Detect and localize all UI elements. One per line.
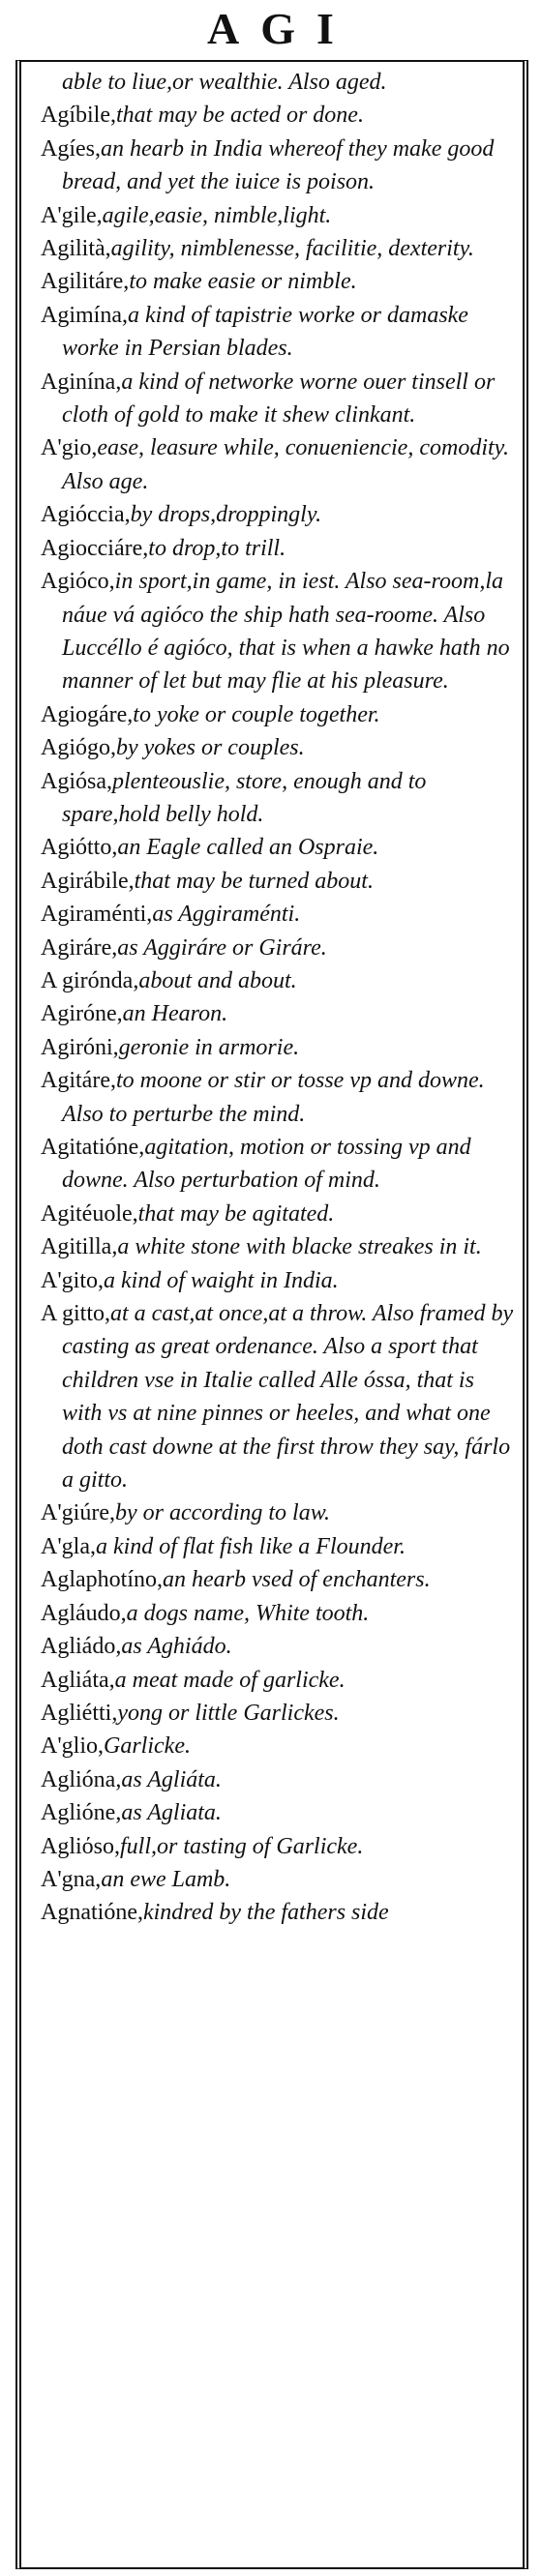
entry-headword: Agiraménti, <box>41 902 153 928</box>
entry-headword: Agliádo, <box>41 1634 122 1660</box>
entry-definition: an Eagle called an Ospraie. <box>117 835 379 861</box>
entry-definition: to yoke or couple together. <box>133 701 380 727</box>
entry-definition: as Aghiádo. <box>121 1634 232 1660</box>
entry-definition: an ewe Lamb. <box>101 1866 231 1892</box>
dictionary-entry <box>41 1064 515 1131</box>
entry-definition: yong or little Garlickes. <box>117 1700 340 1726</box>
dictionary-entry <box>41 1264 515 1297</box>
dictionary-entry <box>41 1563 515 1596</box>
entry-definition: a kind of tapistrie worke or damaske worke in Persian blades. <box>62 302 468 362</box>
dictionary-entry <box>41 997 515 1030</box>
entry-definition: a kind of flat fish like a Flounder. <box>95 1533 406 1559</box>
entry-definition: an hearb vsed of enchanters. <box>163 1567 431 1593</box>
entry-headword: A gitto, <box>41 1301 111 1327</box>
entry-headword: A'glio, <box>41 1733 104 1760</box>
entry-headword: Agiráre, <box>41 934 118 961</box>
entry-definition: agility, nimblenesse, facilitie, dexterity. <box>110 236 474 262</box>
entry-headword: Agitáre, <box>41 1068 116 1094</box>
dictionary-entry <box>41 765 515 832</box>
entry-definition: an hearb in India whereof they make good bread, and yet the iuice is poison. <box>62 135 495 195</box>
dictionary-entry <box>41 1830 515 1863</box>
dictionary-entry <box>41 1131 515 1198</box>
entry-definition: to make easie or nimble. <box>129 269 357 295</box>
dictionary-entry <box>41 498 515 531</box>
entry-headword: Agióccia, <box>41 502 131 528</box>
dictionary-entry <box>41 1697 515 1730</box>
page-header: AGI <box>207 4 355 53</box>
dictionary-entry <box>41 565 515 698</box>
dictionary-entry <box>41 133 515 199</box>
entry-definition: as Aggiráre or Giráre. <box>117 934 327 961</box>
entry-definition: to drop,to trill. <box>148 535 286 561</box>
entry-headword: Agliόso, <box>41 1833 121 1859</box>
dictionary-entry <box>41 1198 515 1230</box>
entry-definition: about and about. <box>138 967 297 993</box>
entry-headword: Agilità, <box>41 236 111 262</box>
entry-headword: Aginína, <box>41 369 122 395</box>
dictionary-entry <box>41 1796 515 1829</box>
entry-headword: Agitilla, <box>41 1234 118 1260</box>
entry-headword: A'gna, <box>41 1866 102 1892</box>
entry-headword: Agiótto, <box>41 835 118 861</box>
dictionary-entry <box>41 932 515 964</box>
entry-definition: at a cast,at once,at a throw. Also framed by casting as great ordenance. Also a sport that children vse in Italie called Alle óssa, that is with vs at nine pinnes or heeles, and what one doth cast downe at the first throw they say, fárlo a gitto. <box>62 1301 514 1494</box>
dictionary-entry <box>41 1630 515 1663</box>
entry-headword: Aglióna, <box>41 1766 122 1792</box>
dictionary-entry <box>41 964 515 997</box>
entry-definition: a meat made of garlicke. <box>114 1667 346 1693</box>
entry-definition: geronie in armorie. <box>118 1034 300 1060</box>
entry-headword: Agitatióne, <box>41 1135 145 1160</box>
dictionary-entry <box>41 366 515 432</box>
dictionary-column <box>15 60 528 2569</box>
entry-headword: A'gio, <box>41 435 98 461</box>
dictionary-entry <box>41 265 515 298</box>
entry-definition: ease, leasure while, conueniencie, comodity. Also age. <box>62 435 509 494</box>
entry-definition: as Agliata. <box>121 1800 222 1826</box>
entry-headword: Agiósa, <box>41 768 112 794</box>
dictionary-entry <box>41 431 515 498</box>
dictionary-entry <box>41 1496 515 1529</box>
entry-headword: A'gla, <box>41 1533 96 1559</box>
dictionary-entry <box>41 1530 515 1563</box>
entry-headword: Agiógo, <box>41 735 116 761</box>
entry-headword: A'gito, <box>41 1267 104 1293</box>
dictionary-entry <box>41 232 515 265</box>
entry-headword: Agláudo, <box>41 1600 127 1626</box>
entry-definition: by yokes or couples. <box>116 735 305 761</box>
entry-definition: as Aggiraménti. <box>152 902 301 928</box>
dictionary-entry <box>41 1896 515 1929</box>
dictionary-entry <box>41 1730 515 1762</box>
entry-definition: agile,easie, nimble,light. <box>102 202 332 228</box>
entry-headword: Agiogáre, <box>41 701 134 727</box>
entry-headword: Agnatióne, <box>41 1900 143 1926</box>
dictionary-entry <box>41 1597 515 1630</box>
entry-definition: a white stone with blacke streakes in it. <box>117 1234 482 1260</box>
entry-definition: that may be turned about. <box>134 868 374 894</box>
dictionary-entry <box>41 1863 515 1896</box>
entry-definition: by or according to law. <box>114 1500 330 1526</box>
entry-definition: kindred by the fathers side <box>142 1900 389 1926</box>
entry-definition: full,or tasting of Garlicke. <box>120 1833 364 1859</box>
entry-headword: Aglaphotíno, <box>41 1567 163 1593</box>
entry-definition: an Hearon. <box>122 1001 228 1027</box>
dictionary-entry <box>41 99 515 132</box>
dictionary-entry <box>41 898 515 931</box>
dictionary-entry <box>41 199 515 232</box>
dictionary-entry <box>41 698 515 731</box>
entry-headword: A girónda, <box>41 967 139 993</box>
entry-headword: Agíbile, <box>41 103 116 129</box>
entry-definition: Garlicke. <box>104 1733 191 1760</box>
entry-headword: Agirábile, <box>41 868 135 894</box>
entry-headword: Agliétti, <box>41 1700 118 1726</box>
entry-headword: Aglióne, <box>41 1800 122 1826</box>
entry-headword: Agíes, <box>41 135 101 162</box>
dictionary-entry <box>41 299 515 366</box>
entry-definition: that may be acted or done. <box>116 103 364 129</box>
dictionary-entry <box>41 731 515 764</box>
dictionary-entry <box>41 831 515 864</box>
entry-definition: a kind of waight in India. <box>104 1267 339 1293</box>
entry-headword: Agiróni, <box>41 1034 119 1060</box>
entry-headword: Agilitáre, <box>41 269 130 295</box>
dictionary-entry <box>41 1297 515 1496</box>
dictionary-entry <box>41 1230 515 1263</box>
entry-definition: in sport,in game, in iest. Also sea-room,la náue vá agióco the ship hath sea-roome. Also Luccéllo é agióco, that is when a hawke hath no manner of let but may flie at his pleasure. <box>62 569 510 695</box>
entry-headword: A'giúre, <box>41 1500 115 1526</box>
entry-headword: Agiróne, <box>41 1001 123 1027</box>
entry-definition: by drops,droppingly. <box>130 502 322 528</box>
entry-headword: Agióco, <box>41 569 115 595</box>
dictionary-entry <box>41 1031 515 1064</box>
entry-headword: Agliáta, <box>41 1667 115 1693</box>
entry-definition: that may be agitated. <box>137 1200 335 1227</box>
dictionary-entry <box>41 1664 515 1697</box>
entry-definition: to moone or stir or tosse vp and downe. Also to perturbe the mind. <box>62 1068 485 1127</box>
entry-definition: a kind of networke worne ouer tinsell or cloth of gold to make it shew clinkant. <box>62 369 496 429</box>
dictionary-entry <box>41 532 515 565</box>
entry-definition: plenteouslie, store, enough and to spare,hold belly hold. <box>62 768 427 827</box>
entry-definition: agitation, motion or tossing vp and downe. Also perturbation of mind. <box>62 1135 471 1194</box>
entry-definition: as Agliáta. <box>121 1766 222 1792</box>
entry-headword: Agitéuole, <box>41 1200 138 1227</box>
dictionary-entry <box>41 865 515 898</box>
entry-headword: Agimína, <box>41 302 128 328</box>
dictionary-entry <box>41 66 515 99</box>
dictionary-entry <box>41 1763 515 1796</box>
entry-headword: Agiocciáre, <box>41 535 149 561</box>
entry-headword: A'gile, <box>41 202 103 228</box>
entry-definition: able to liue,or wealthie. Also aged. <box>62 70 387 95</box>
entry-definition: a dogs name, White tooth. <box>126 1600 370 1626</box>
